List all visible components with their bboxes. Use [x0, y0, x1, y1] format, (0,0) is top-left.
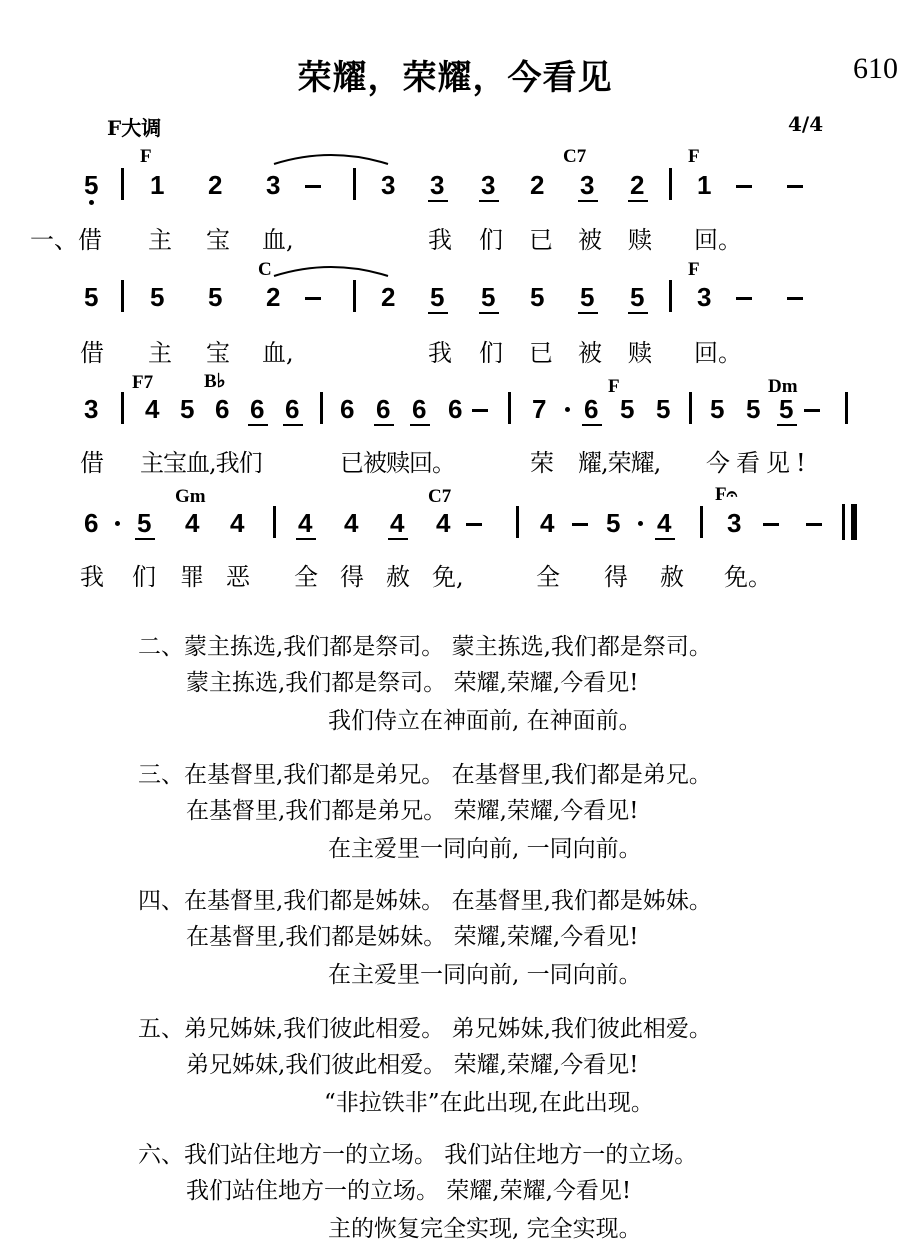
chord: F — [140, 146, 152, 167]
hold-dash — [736, 185, 752, 188]
lyric: 们 — [479, 339, 503, 367]
barline — [508, 392, 511, 424]
note: 3 — [266, 170, 281, 200]
note: 5 — [779, 394, 794, 424]
lyric: 罪 — [180, 563, 204, 591]
lyric: 被 — [578, 226, 602, 254]
lyric: 血, — [262, 339, 294, 367]
hold-dash — [806, 523, 822, 526]
lyric: 已 — [529, 339, 553, 367]
note: 3 — [697, 282, 712, 312]
note: 5 — [208, 282, 223, 312]
hold-dash — [305, 185, 321, 188]
hold-dash — [787, 297, 803, 300]
note: 6 — [285, 394, 300, 424]
dotted-note-dot — [115, 521, 120, 526]
barline — [121, 168, 124, 200]
underline — [410, 424, 430, 426]
chord: C — [258, 259, 272, 280]
chord: F𝄐 — [715, 484, 738, 505]
lyric: 们 — [132, 563, 156, 591]
lyric: 免, — [432, 563, 464, 591]
lyric: 得 — [604, 563, 628, 591]
verse-4-line-2: 在基督里,我们都是姊妹。 荣耀,荣耀,今看见! — [186, 924, 639, 950]
note: 4 — [436, 508, 451, 538]
chord: F — [688, 146, 700, 167]
underline — [135, 538, 155, 540]
lyric: 免。 — [724, 563, 772, 591]
note: 4 — [540, 508, 555, 538]
note: 6 — [215, 394, 230, 424]
underline — [582, 424, 602, 426]
lyric: 全 — [536, 563, 560, 591]
underline — [479, 200, 499, 202]
lyric: 今看见! — [706, 449, 812, 477]
chord: B♭ — [204, 371, 226, 392]
lyric: 回。 — [694, 226, 742, 254]
lyric: 得 — [340, 563, 364, 591]
low-octave-dot — [89, 200, 94, 205]
barline — [516, 506, 519, 538]
lyric: 被 — [578, 339, 602, 367]
underline — [578, 200, 598, 202]
note: 1 — [150, 170, 165, 200]
lyric: 已 — [529, 226, 553, 254]
note: 2 — [530, 170, 545, 200]
note: 6 — [448, 394, 463, 424]
underline — [283, 424, 303, 426]
verse-2-line-3: 我们侍立在神面前, 在神面前。 — [328, 708, 642, 734]
page-title: 荣耀，荣耀，今看见 — [297, 58, 613, 98]
barline — [121, 280, 124, 312]
chord: C7 — [563, 146, 587, 167]
lyric: 已被赎回。 — [340, 449, 455, 477]
chord: Dm — [768, 376, 798, 397]
verse-3-line-2: 在基督里,我们都是弟兄。 荣耀,荣耀,今看见! — [186, 798, 639, 824]
underline — [628, 200, 648, 202]
lyric: 赦 — [660, 563, 684, 591]
hold-dash — [472, 409, 488, 412]
verse-2-line-1: 二、蒙主拣选,我们都是祭司。 蒙主拣选,我们都是祭司。 — [138, 634, 712, 660]
note: 3 — [381, 170, 396, 200]
note: 5 — [630, 282, 645, 312]
underline — [428, 312, 448, 314]
note: 4 — [185, 508, 200, 538]
barline — [121, 392, 124, 424]
dotted-note-dot — [565, 407, 570, 412]
barline — [845, 392, 848, 424]
verse-5-line-2: 弟兄姊妹,我们彼此相爱。 荣耀,荣耀,今看见! — [186, 1052, 639, 1078]
underline — [479, 312, 499, 314]
barline — [353, 168, 356, 200]
note: 5 — [84, 170, 99, 200]
hold-dash — [804, 409, 820, 412]
lyric: 赎 — [628, 226, 652, 254]
time-signature: 4/4 — [788, 112, 824, 136]
note: 2 — [266, 282, 281, 312]
note: 5 — [180, 394, 195, 424]
lyric: 主 — [148, 226, 172, 254]
note: 4 — [230, 508, 245, 538]
lyric: 宝 — [206, 339, 230, 367]
note: 2 — [630, 170, 645, 200]
underline — [388, 538, 408, 540]
note: 3 — [430, 170, 445, 200]
final-barline-thick — [851, 504, 857, 540]
lyric: 耀,荣耀, — [578, 449, 661, 477]
note: 5 — [137, 508, 152, 538]
note: 6 — [584, 394, 599, 424]
final-barline-thin — [842, 504, 845, 540]
underline — [655, 538, 675, 540]
underline — [374, 424, 394, 426]
barline — [353, 280, 356, 312]
lyric: 主宝血,我们 — [140, 449, 262, 477]
verse-3-line-3: 在主爱里一同向前, 一同向前。 — [328, 836, 642, 862]
barline — [669, 280, 672, 312]
barline — [273, 506, 276, 538]
note: 6 — [340, 394, 355, 424]
underline — [428, 200, 448, 202]
chord: C7 — [428, 486, 452, 507]
note: 2 — [208, 170, 223, 200]
lyric: 一、借 — [30, 226, 102, 254]
note: 4 — [344, 508, 359, 538]
note: 4 — [390, 508, 405, 538]
underline — [296, 538, 316, 540]
note: 5 — [620, 394, 635, 424]
note: 1 — [697, 170, 712, 200]
barline — [700, 506, 703, 538]
note: 2 — [381, 282, 396, 312]
chord: Gm — [175, 486, 206, 507]
lyric: 借 — [80, 449, 104, 477]
hymn-number: 610 — [853, 52, 898, 85]
verse-6-line-1: 六、我们站住地方一的立场。 我们站住地方一的立场。 — [138, 1142, 698, 1168]
lyric: 赦 — [386, 563, 410, 591]
hold-dash — [736, 297, 752, 300]
lyric: 主 — [148, 339, 172, 367]
note: 3 — [727, 508, 742, 538]
verse-3-line-1: 三、在基督里,我们都是弟兄。 在基督里,我们都是弟兄。 — [138, 762, 712, 788]
verse-5-line-1: 五、弟兄姊妹,我们彼此相爱。 弟兄姊妹,我们彼此相爱。 — [138, 1016, 712, 1042]
note: 6 — [412, 394, 427, 424]
lyric: 宝 — [206, 226, 230, 254]
lyric: 回。 — [694, 339, 742, 367]
barline — [689, 392, 692, 424]
underline — [777, 424, 797, 426]
chord: F — [608, 376, 620, 397]
lyric: 们 — [479, 226, 503, 254]
key-signature: F大调 — [107, 116, 162, 140]
verse-6-line-3: 主的恢复完全实现, 完全实现。 — [328, 1216, 642, 1242]
note: 3 — [481, 170, 496, 200]
note: 5 — [710, 394, 725, 424]
note: 3 — [84, 394, 99, 424]
hold-dash — [787, 185, 803, 188]
verse-4-line-1: 四、在基督里,我们都是姊妹。 在基督里,我们都是姊妹。 — [138, 888, 712, 914]
verse-6-line-2: 我们站住地方一的立场。 荣耀,荣耀,今看见! — [186, 1178, 632, 1204]
note: 5 — [656, 394, 671, 424]
underline — [248, 424, 268, 426]
note: 5 — [430, 282, 445, 312]
lyric: 恶 — [226, 563, 250, 591]
verse-4-line-3: 在主爱里一同向前, 一同向前。 — [328, 962, 642, 988]
lyric: 我 — [428, 339, 452, 367]
note: 4 — [145, 394, 160, 424]
note: 5 — [746, 394, 761, 424]
lyric: 借 — [80, 339, 104, 367]
chord: F — [688, 259, 700, 280]
note: 5 — [606, 508, 621, 538]
dotted-note-dot — [638, 521, 643, 526]
note: 6 — [376, 394, 391, 424]
note: 5 — [150, 282, 165, 312]
hold-dash — [572, 523, 588, 526]
underline — [628, 312, 648, 314]
verse-2-line-2: 蒙主拣选,我们都是祭司。 荣耀,荣耀,今看见! — [186, 670, 639, 696]
lyric: 血, — [262, 226, 294, 254]
verse-5-line-3: “非拉铁非”在此出现,在此出现。 — [324, 1090, 654, 1116]
note: 3 — [580, 170, 595, 200]
lyric: 赎 — [628, 339, 652, 367]
note: 4 — [298, 508, 313, 538]
hold-dash — [305, 297, 321, 300]
lyric: 我 — [428, 226, 452, 254]
barline — [320, 392, 323, 424]
hold-dash — [763, 523, 779, 526]
note: 4 — [657, 508, 672, 538]
hold-dash — [466, 523, 482, 526]
note: 5 — [530, 282, 545, 312]
barline — [669, 168, 672, 200]
underline — [578, 312, 598, 314]
note: 5 — [84, 282, 99, 312]
note: 5 — [481, 282, 496, 312]
note: 5 — [580, 282, 595, 312]
note: 6 — [250, 394, 265, 424]
note: 7 — [532, 394, 547, 424]
chord: F7 — [132, 372, 154, 393]
tie-icon — [272, 150, 390, 168]
note: 6 — [84, 508, 99, 538]
lyric: 我 — [80, 563, 104, 591]
lyric: 荣 — [530, 449, 554, 477]
tie-icon — [272, 262, 390, 280]
lyric: 全 — [294, 563, 318, 591]
